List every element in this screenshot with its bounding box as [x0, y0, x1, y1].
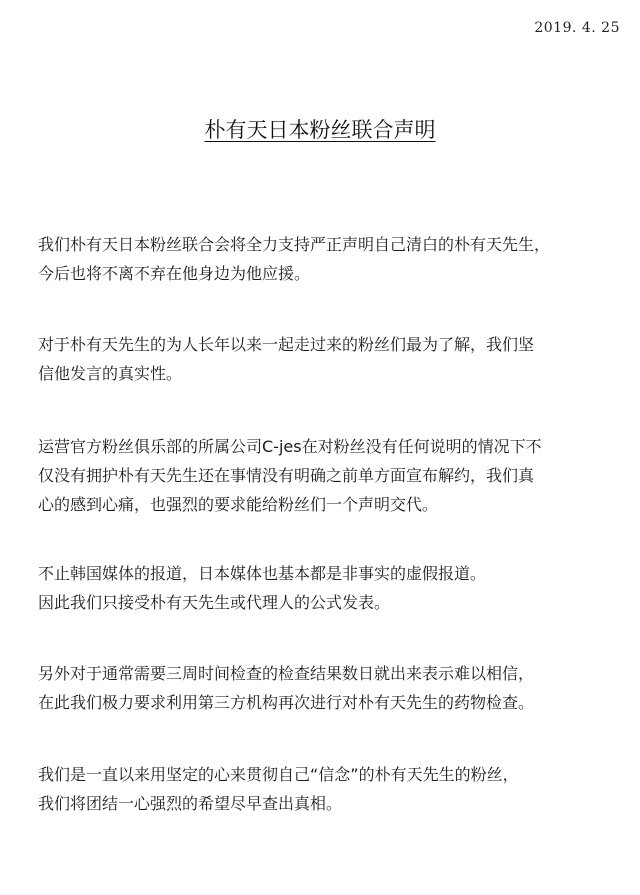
statement-date: 2019. 4. 25 — [534, 20, 620, 36]
statement-paragraph-2: 对于朴有天先生的为人长年以来一起走过来的粉丝们最为了解，我们坚 信他发言的真实性。 — [38, 335, 535, 383]
statement-paragraph-4: 不止韩国媒体的报道，日本媒体也基本都是非事实的虚假报道。 因此我们只接受朴有天先生或代理人的公式发表。 — [38, 564, 487, 612]
statement-title: 朴有天日本粉丝联合声明 — [204, 118, 436, 142]
statement-paragraph-3: 运营官方粉丝俱乐部的所属公司C-jes在对粉丝没有任何说明的情况下不 仅没有拥护朴有天先生还在事情没有明确之前单方面宣布解约，我们真 心的感到心痛，也强烈的要求能给粉丝们一个声明交代。 — [38, 437, 542, 514]
statement-paragraph-1: 我们朴有天日本粉丝联合会将全力支持严正声明自己清白的朴有天先生， 今后也将不离不弃在他身边为他应援。 — [38, 235, 551, 283]
statement-paragraph-5: 另外对于通常需要三周时间检查的检查结果数日就出来表示难以相信， 在此我们极力要求利用第三方机构再次进行对朴有天先生的药物检查。 — [38, 664, 535, 712]
statement-paragraph-6: 我们是一直以来用坚定的心来贯彻自己“信念”的朴有天先生的粉丝， 我们将团结一心强烈的希望尽早查出真相。 — [38, 765, 519, 813]
